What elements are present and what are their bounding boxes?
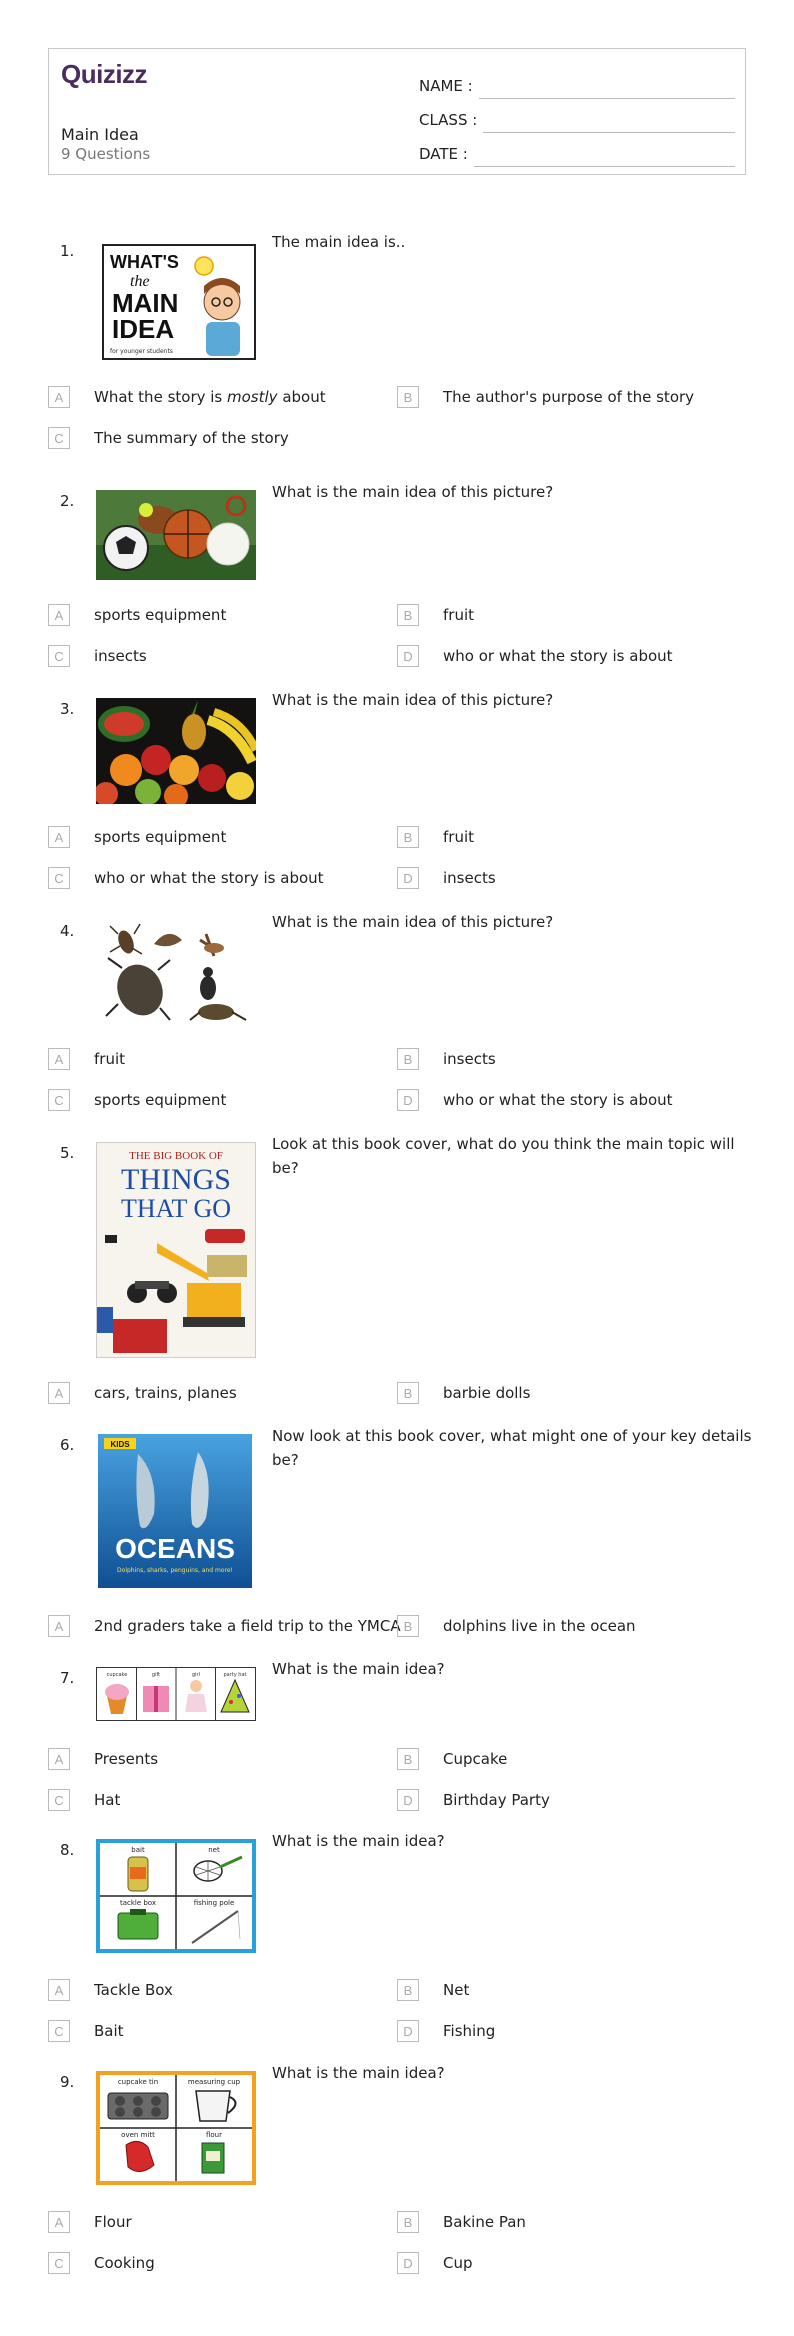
option-a[interactable]: A sports equipment xyxy=(48,604,226,626)
svg-text:net: net xyxy=(208,1846,220,1854)
svg-text:cupcake: cupcake xyxy=(106,1672,128,1678)
measuring-cup-icon xyxy=(196,2091,230,2121)
option-d[interactable]: D insects xyxy=(397,867,496,889)
orange-icon xyxy=(110,754,142,786)
tackle-box-icon xyxy=(118,1913,158,1939)
option-b[interactable]: B fruit xyxy=(397,604,474,626)
jeep-icon xyxy=(207,1255,247,1277)
question-number: 5. xyxy=(60,1144,75,1162)
beetle-icon xyxy=(115,928,136,955)
svg-text:party hat: party hat xyxy=(223,1672,247,1678)
apple-icon xyxy=(141,745,171,775)
question-number: 7. xyxy=(60,1669,75,1687)
svg-text:oven mitt: oven mitt xyxy=(121,2131,155,2139)
option-c[interactable]: C sports equipment xyxy=(48,1089,226,1111)
excavator-icon xyxy=(187,1283,241,1317)
option-a[interactable]: A cars, trains, planes xyxy=(48,1382,237,1404)
option-a[interactable]: A Tackle Box xyxy=(48,1979,173,2001)
party-hat-icon xyxy=(221,1680,249,1712)
option-d[interactable]: D Cup xyxy=(397,2252,473,2274)
option-b[interactable]: B fruit xyxy=(397,826,474,848)
question-text: What is the main idea of this picture? xyxy=(272,691,554,709)
graphic-word-main: MAIN xyxy=(112,288,179,318)
tennis-ball-icon xyxy=(139,503,153,517)
baking-items-picture xyxy=(96,2071,256,2185)
lightbulb-icon xyxy=(195,257,213,275)
quizizz-logo: Quizizz xyxy=(61,59,148,89)
svg-text:flour: flour xyxy=(205,2131,223,2139)
nat-geo-kids-label: KIDS xyxy=(110,1440,130,1449)
question-text: What is the main idea of this picture? xyxy=(272,483,554,501)
option-a[interactable]: A Presents xyxy=(48,1748,158,1770)
option-b[interactable]: B The author's purpose of the story xyxy=(397,386,694,408)
question-text: What is the main idea of this picture? xyxy=(272,913,554,931)
name-field: NAME : xyxy=(419,65,735,99)
option-c[interactable]: C The summary of the story xyxy=(48,427,289,449)
sports-balls-photo xyxy=(96,490,256,580)
car-icon xyxy=(97,1307,113,1333)
option-b[interactable]: B dolphins live in the ocean xyxy=(397,1615,636,1637)
question-text: Look at this book cover, what do you think the main topic will be? xyxy=(272,1135,735,1177)
option-b[interactable]: B Net xyxy=(397,1979,469,2001)
option-a[interactable]: A What the story is mostly about xyxy=(48,386,326,408)
svg-text:fishing pole: fishing pole xyxy=(193,1899,235,1907)
question-text: What is the main idea? xyxy=(272,1832,445,1850)
oceans-title: OCEANS xyxy=(115,1533,235,1564)
ant-icon xyxy=(200,976,216,1000)
question-number: 2. xyxy=(60,492,75,510)
cricket-icon xyxy=(198,1004,234,1020)
question-number: 6. xyxy=(60,1436,75,1454)
insects-photo xyxy=(96,920,256,1026)
question-text: What is the main idea? xyxy=(272,1660,445,1678)
question-text: The main idea is.. xyxy=(272,233,406,251)
pineapple-icon xyxy=(182,714,206,750)
option-b[interactable]: B Cupcake xyxy=(397,1748,507,1770)
svg-text:cupcake tin: cupcake tin xyxy=(117,2078,159,2086)
volleyball-icon xyxy=(207,523,249,565)
option-d[interactable]: D who or what the story is about xyxy=(397,645,673,667)
things-that-go-book-cover xyxy=(96,1142,256,1358)
oceans-subtitle: Dolphins, sharks, penguins, and more! xyxy=(117,1567,233,1574)
option-a[interactable]: A 2nd graders take a field trip to the YMCA xyxy=(48,1615,401,1637)
option-a[interactable]: A sports equipment xyxy=(48,826,226,848)
fruit-photo xyxy=(96,698,256,804)
option-c[interactable]: C Bait xyxy=(48,2020,124,2042)
option-c[interactable]: C who or what the story is about xyxy=(48,867,324,889)
worksheet-title: Main Idea xyxy=(61,125,139,144)
worksheet-header xyxy=(48,48,746,175)
class-field: CLASS : xyxy=(419,99,735,133)
svg-text:girl: girl xyxy=(191,1672,201,1678)
fishing-items-picture xyxy=(96,1839,256,1953)
oven-mitt-icon xyxy=(126,2141,154,2171)
lime-icon xyxy=(135,779,161,804)
book-title-line2: THAT GO xyxy=(120,1194,232,1223)
option-c[interactable]: C Cooking xyxy=(48,2252,155,2274)
svg-text:tackle box: tackle box xyxy=(119,1899,157,1907)
date-field: DATE : xyxy=(419,133,735,167)
moth-icon xyxy=(154,934,182,946)
svg-text:gift: gift xyxy=(151,1672,161,1678)
name-line[interactable] xyxy=(479,77,735,99)
graphic-word-whats: WHAT'S xyxy=(110,252,179,272)
option-b[interactable]: B insects xyxy=(397,1048,496,1070)
question-number: 9. xyxy=(60,2073,75,2091)
boy-shirt-icon xyxy=(206,322,240,356)
option-d[interactable]: D Birthday Party xyxy=(397,1789,550,1811)
option-d[interactable]: D who or what the story is about xyxy=(397,1089,673,1111)
question-number: 3. xyxy=(60,700,75,718)
date-line[interactable] xyxy=(474,145,735,167)
graphic-word-the: the xyxy=(130,273,150,290)
book-top-title: THE BIG BOOK OF xyxy=(129,1150,223,1162)
option-d[interactable]: D Fishing xyxy=(397,2020,495,2042)
question-text: What is the main idea? xyxy=(272,2064,445,2082)
fishing-pole-icon xyxy=(192,1911,238,1943)
question-count: 9 Questions xyxy=(61,145,151,163)
question-number: 4. xyxy=(60,922,75,940)
option-a[interactable]: A fruit xyxy=(48,1048,125,1070)
book-title-line1: THINGS xyxy=(121,1163,231,1196)
option-a[interactable]: A Flour xyxy=(48,2211,132,2233)
question-text: Now look at this book cover, what might one of your key details be? xyxy=(272,1427,752,1469)
birthday-items-picture xyxy=(96,1667,256,1721)
graphic-caption: for younger students xyxy=(110,348,173,355)
question-number: 8. xyxy=(60,1841,75,1859)
svg-text:bait: bait xyxy=(131,1846,145,1854)
option-b[interactable]: B Bakine Pan xyxy=(397,2211,526,2233)
question-number: 1. xyxy=(60,242,75,260)
class-line[interactable] xyxy=(483,111,735,133)
option-b[interactable]: B barbie dolls xyxy=(397,1382,530,1404)
student-fields xyxy=(419,65,735,167)
oceans-book-cover xyxy=(98,1434,252,1588)
main-idea-graphic xyxy=(102,244,256,360)
graphic-word-idea: IDEA xyxy=(112,314,175,344)
race-car-icon xyxy=(205,1229,245,1243)
option-c[interactable]: C Hat xyxy=(48,1789,120,1811)
fire-truck-icon xyxy=(113,1319,167,1353)
option-c[interactable]: C insects xyxy=(48,645,147,667)
svg-text:measuring cup: measuring cup xyxy=(187,2078,241,2086)
girl-icon xyxy=(190,1680,202,1692)
